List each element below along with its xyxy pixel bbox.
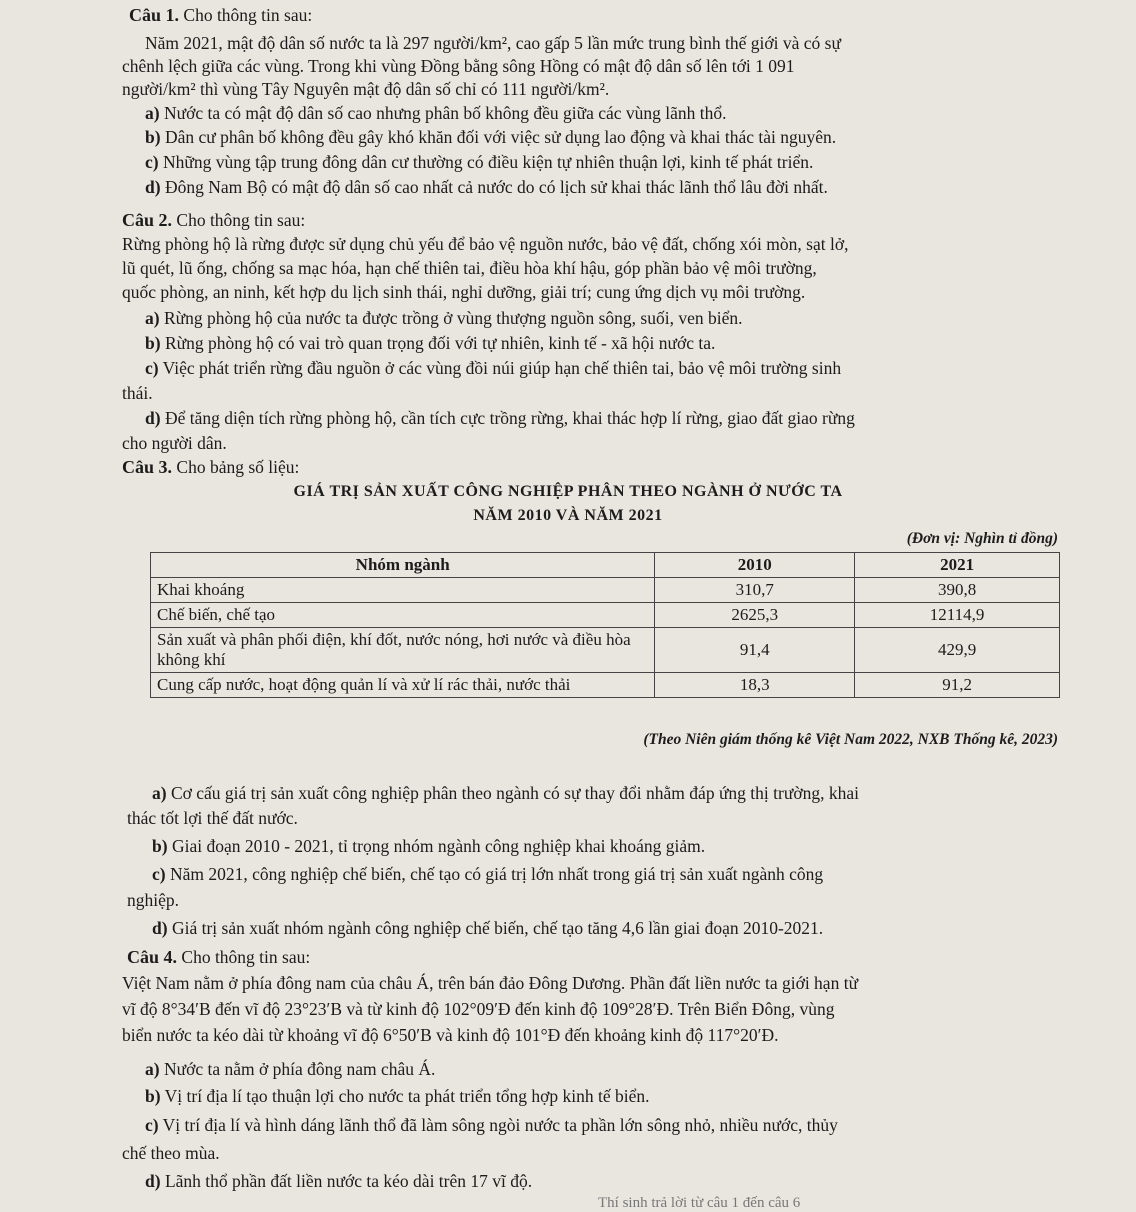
- table-header-row: [151, 553, 1060, 578]
- q2-option-c: c) Việc phát triển rừng đầu nguồn ở các vùng đồi núi giúp hạn chế thiên tai, bảo vệ môi trường sinh: [145, 358, 842, 378]
- q2-heading: [122, 210, 305, 230]
- q3-option-a: a) Cơ cấu giá trị sản xuất công nghiệp phân theo ngành có sự thay đổi nhằm đáp ứng thị trường, khai: [152, 783, 859, 803]
- q4-prompt: Cho thông tin sau:: [181, 947, 311, 967]
- row-value-2021: 429,9: [855, 628, 1060, 673]
- q2-option-d-cont: cho người dân.: [122, 433, 227, 453]
- row-name: Chế biến, chế tạo: [151, 603, 655, 628]
- row-name: Khai khoáng: [151, 578, 655, 603]
- table-unit: (Đơn vị: Nghìn tỉ đồng): [906, 530, 1058, 547]
- q1-prompt: Cho thông tin sau:: [183, 5, 313, 25]
- q3-option-a-cont: thác tốt lợi thế đất nước.: [127, 808, 298, 828]
- q2-title: Câu 2.: [122, 210, 173, 230]
- q3-option-b: b) Giai đoạn 2010 - 2021, tỉ trọng nhóm ngành công nghiệp khai khoáng giảm.: [152, 836, 706, 856]
- q2-option-a: a) Rừng phòng hộ của nước ta được trồng ở vùng thượng nguồn sông, suối, ven biển.: [145, 308, 743, 328]
- table-row: [151, 603, 1060, 628]
- table-title-line-1: GIÁ TRỊ SẢN XUẤT CÔNG NGHIỆP PHÂN THEO NGÀNH Ở NƯỚC TA: [293, 483, 843, 500]
- industry-table: [150, 552, 1060, 698]
- table-row: [151, 673, 1060, 698]
- q1-title: Câu 1.: [129, 5, 180, 25]
- q3-option-d: d) Giá trị sản xuất nhóm ngành công nghiệp chế biến, chế tạo tăng 4,6 lần giai đoạn 2010-2021.: [152, 918, 824, 938]
- q2-prompt: Cho thông tin sau:: [176, 210, 306, 230]
- row-name: Cung cấp nước, hoạt động quản lí và xử lí rác thải, nước thải: [151, 673, 655, 698]
- q4-body-line-2: vĩ độ 8°34′B đến vĩ độ 23°23′B và từ kinh độ 102°09′Đ đến kinh độ 109°28′Đ. Trên Biển Đông, vùng: [122, 999, 835, 1019]
- q4-option-d: d) Lãnh thổ phần đất liền nước ta kéo dài trên 17 vĩ độ.: [145, 1171, 533, 1191]
- row-value-2010: 2625,3: [655, 603, 855, 628]
- q1-option-d: d) Đông Nam Bộ có mật độ dân số cao nhất cả nước do có lịch sử khai thác lãnh thổ lâu đời nhất.: [145, 177, 828, 197]
- row-value-2021: 390,8: [855, 578, 1060, 603]
- header-group: Nhóm ngành: [151, 553, 655, 578]
- q3-option-c-cont: nghiệp.: [127, 890, 180, 910]
- q3-option-c: c) Năm 2021, công nghiệp chế biến, chế tạo có giá trị lớn nhất trong giá trị sản xuất ngành công: [152, 864, 824, 884]
- header-2010: 2010: [655, 553, 855, 578]
- q4-option-a: a) Nước ta nằm ở phía đông nam châu Á.: [145, 1059, 436, 1079]
- q2-body-line-1: Rừng phòng hộ là rừng được sử dụng chủ yếu để bảo vệ nguồn nước, bảo vệ đất, chống xói mòn, sạt lở,: [122, 234, 849, 254]
- q1-body-line-3: người/km² thì vùng Tây Nguyên mật độ dân số chỉ có 111 người/km².: [122, 79, 610, 99]
- row-name: Sản xuất và phân phối điện, khí đốt, nước nóng, hơi nước và điều hòa không khí: [151, 628, 655, 673]
- table-row: [151, 628, 1060, 673]
- q4-heading: [127, 947, 310, 967]
- table-title-line-2: NĂM 2010 VÀ NĂM 2021: [473, 507, 663, 524]
- header-2021: 2021: [855, 553, 1060, 578]
- q1-option-a: a) Nước ta có mật độ dân số cao nhưng phân bố không đều giữa các vùng lãnh thổ.: [145, 103, 727, 123]
- q4-option-c-cont: chế theo mùa.: [122, 1143, 220, 1163]
- q2-body-line-3: quốc phòng, an ninh, kết hợp du lịch sinh thái, nghỉ dưỡng, giải trí; cung ứng dịch vụ môi trường.: [122, 282, 806, 302]
- row-value-2010: 18,3: [655, 673, 855, 698]
- q4-body-line-1: Việt Nam nằm ở phía đông nam của châu Á, trên bán đảo Đông Dương. Phần đất liền nước ta giới hạn từ: [122, 973, 859, 993]
- q1-heading: [129, 5, 312, 25]
- table-source: (Theo Niên giám thống kê Việt Nam 2022, NXB Thống kê, 2023): [643, 731, 1058, 748]
- q4-option-c: c) Vị trí địa lí và hình dáng lãnh thổ đã làm sông ngòi nước ta phần lớn sông nhỏ, nhiều nước, thủy: [145, 1115, 838, 1135]
- q1-body-line-1: Năm 2021, mật độ dân số nước ta là 297 người/km², cao gấp 5 lần mức trung bình thế giới và có sự: [145, 33, 841, 53]
- q3-heading: [122, 457, 299, 477]
- q1-option-b: b) Dân cư phân bố không đều gây khó khăn đối với việc sử dụng lao động và khai thác tài nguyên.: [145, 127, 837, 147]
- q2-option-b: b) Rừng phòng hộ có vai trò quan trọng đối với tự nhiên, kinh tế - xã hội nước ta.: [145, 333, 716, 353]
- q2-option-d: d) Để tăng diện tích rừng phòng hộ, cần tích cực trồng rừng, khai thác hợp lí rừng, giao đất giao rừng: [145, 408, 855, 428]
- q3-title: Câu 3.: [122, 457, 173, 477]
- q1-option-c: c) Những vùng tập trung đông dân cư thường có điều kiện tự nhiên thuận lợi, kinh tế phát triển.: [145, 152, 814, 172]
- footer-instruction: Thí sinh trả lời từ câu 1 đến câu 6: [598, 1195, 801, 1211]
- row-value-2010: 91,4: [655, 628, 855, 673]
- row-value-2021: 91,2: [855, 673, 1060, 698]
- row-value-2021: 12114,9: [855, 603, 1060, 628]
- q4-body-line-3: biển nước ta kéo dài từ khoảng vĩ độ 6°50′B và kinh độ 101°Đ đến khoảng kinh độ 117°20′Đ.: [122, 1025, 779, 1045]
- q4-title: Câu 4.: [127, 947, 178, 967]
- table-row: [151, 578, 1060, 603]
- q2-body-line-2: lũ quét, lũ ống, chống sa mạc hóa, hạn chế thiên tai, điều hòa khí hậu, góp phần bảo vệ môi trường,: [122, 258, 817, 278]
- q1-body-line-2: chênh lệch giữa các vùng. Trong khi vùng Đồng bằng sông Hồng có mật độ dân số lên tới 1 091: [122, 56, 795, 76]
- q2-option-c-cont: thái.: [122, 383, 153, 403]
- q4-option-b: b) Vị trí địa lí tạo thuận lợi cho nước ta phát triển tổng hợp kinh tế biển.: [145, 1086, 650, 1106]
- row-value-2010: 310,7: [655, 578, 855, 603]
- q3-prompt: Cho bảng số liệu:: [176, 457, 300, 477]
